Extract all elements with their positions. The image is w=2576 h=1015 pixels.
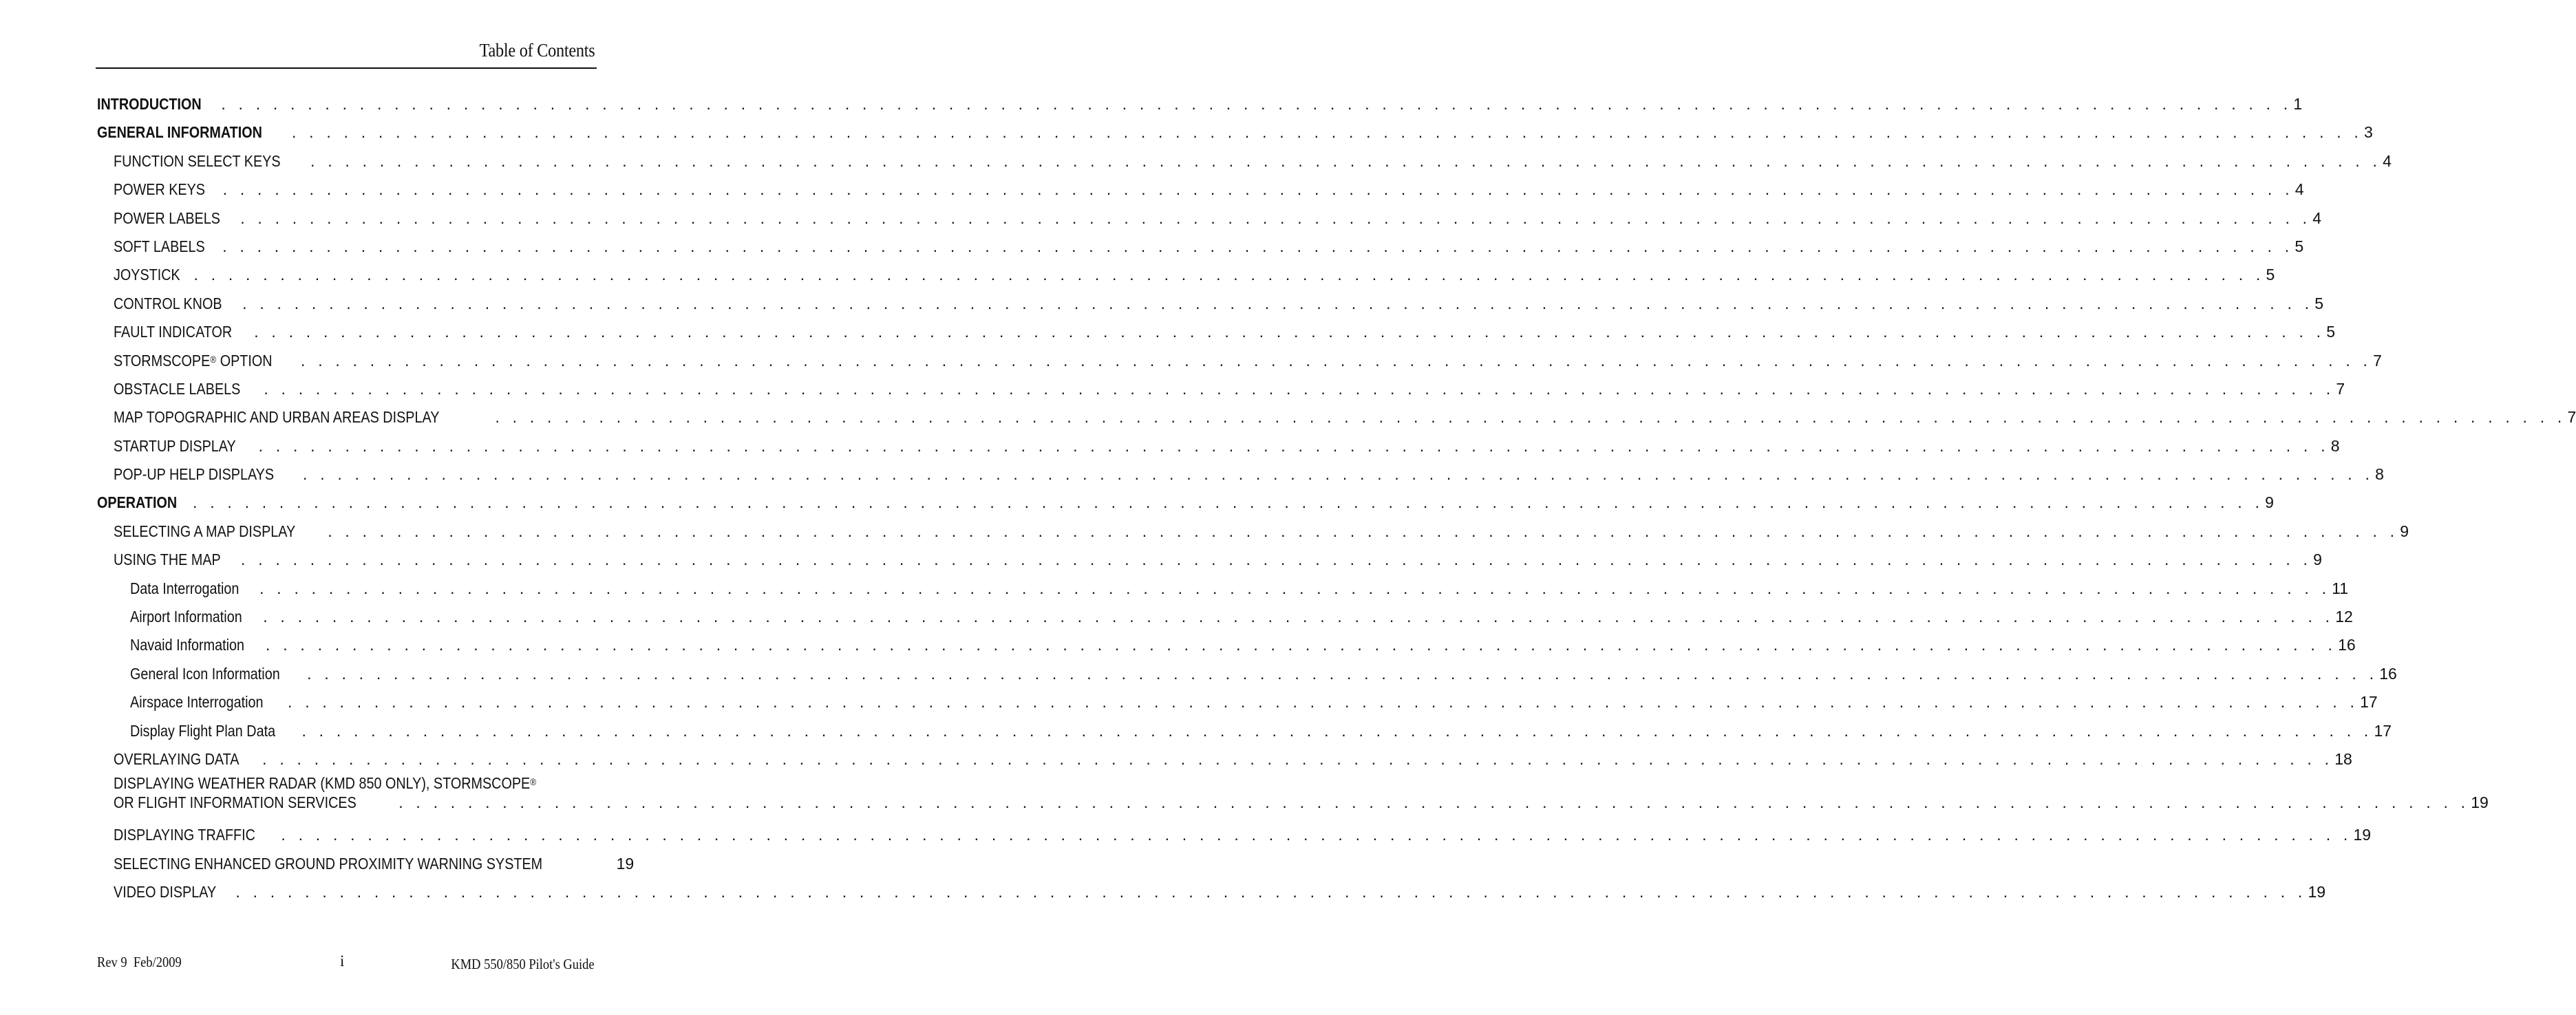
dot-leader: . . . . . . . . . . . . . . . . . . . . . . . . . . . . . . . . . . . . . . . . . . . . . . . . . . . . . . . . . . . . . . . . . . . . . . . . . . . . . . . . . . . . . . . . . . . . . . . . . . . . . . . . . . . . . . . . . . . . . . . . xyxy=(193,493,2264,512)
toc-entry-page: 7 xyxy=(2373,351,2382,370)
toc-entry-title xyxy=(114,460,274,489)
dot-leader: . . . . . . . . . . . . . . . . . . . . . . . . . . . . . . . . . . . . . . . . . . . . . . . . . . . . . . . . . . . . . . . . . . . . . . . . . . . . . . . . . . . . . . . . . . . . . . . . . . . . . . . . . . . . . . . . . . . . . . . . xyxy=(301,721,2373,740)
toc-entry-title xyxy=(114,546,221,574)
toc-entry xyxy=(97,603,2353,631)
toc-entry-title xyxy=(97,90,202,118)
dot-leader: . . . . . . . . . . . . . . . . . . . . . . . . . . . . . . . . . . . . . . . . . . . . . . . . . . . . . . . . . . . . . . . . . . . . . . . . . . . . . . . . . . . . . . . . . . . . . . . . . . . . . . . . . . . . . . . . . . . . . . . . xyxy=(222,237,2294,255)
toc-entry xyxy=(97,688,2378,716)
dot-leader: . . . . . . . . . . . . . . . . . . . . . . . . . . . . . . . . . . . . . . . . . . . . . . . . . . . . . . . . . . . . . . . . . . . . . . . . . . . . . . . . . . . . . . . . . . . . . . . . . . . . . . . . . . . . . . . . . . . . . . . . xyxy=(303,465,2374,484)
dot-leader: . . . . . . . . . . . . . . . . . . . . . . . . . . . . . . . . . . . . . . . . . . . . . . . . . . . . . . . . . . . . . . . . . . . . . . . . . . . . . . . . . . . . . . . . . . . . . . . . . . . . . . . . . . . . . . . . . . . . . . . . xyxy=(328,522,2399,540)
toc-entry xyxy=(97,660,2397,688)
toc-entry-page: 17 xyxy=(2360,693,2378,712)
toc-entry-page: 9 xyxy=(2313,551,2322,569)
toc-entry-title xyxy=(114,147,281,175)
toc-entry-page: 12 xyxy=(2335,608,2353,626)
toc-entry-title xyxy=(114,432,236,460)
toc-entry-title xyxy=(114,233,205,261)
toc-entry xyxy=(97,261,2275,289)
toc-entry-page: 5 xyxy=(2295,237,2304,255)
dot-leader: . . . . . . . . . . . . . . . . . . . . . . . . . . . . . . . . . . . . . . . . . . . . . . . . . . . . . . . . . . . . . . . . . . . . . . . . . . . . . . . . . . . . . . . . . . . . . . . . . . . . . . . . . . . . . . . . . . . . . . . . xyxy=(241,551,2312,569)
toc-entry-title-text: FAULT INDICATOR xyxy=(114,323,233,341)
toc-entry xyxy=(97,717,2392,745)
toc-entry xyxy=(97,546,2322,574)
toc-entry-title-text: INTRODUCTION xyxy=(97,95,202,113)
toc-entry-title-text: CONTROL KNOB xyxy=(114,294,222,312)
toc-entry-page: 4 xyxy=(2295,180,2304,199)
toc-entry-page: 8 xyxy=(2330,436,2340,455)
toc-entry xyxy=(97,878,2326,906)
toc-entry-title-text: DISPLAYING TRAFFIC xyxy=(114,826,255,844)
toc-entry xyxy=(97,347,2382,375)
dot-leader: . . . . . . . . . . . . . . . . . . . . . . . . . . . . . . . . . . . . . . . . . . . . . . . . . . . . . . . . . . . . . . . . . . . . . . . . . . . . . . . . . . . . . . . . . . . . . . . . . . . . . . . . . . . . . . . . . . . . . . . . xyxy=(495,408,2566,427)
toc-entry-title xyxy=(114,318,232,346)
toc-entry-page: 11 xyxy=(2332,579,2349,597)
dot-leader: . . . . . . . . . . . . . . . . . . . . . . . . . . . . . . . . . . . . . . . . . . . . . . . . . . . . . . . . . . . . . . . . . . . . . . . . . . . . . . . . . . . . . . . . . . . . . . . . . . . . . . . . . . . . . . . . . . . . . . . . xyxy=(281,826,2352,844)
toc-entry-title xyxy=(114,175,205,204)
dot-leader: . . . . . . . . . . . . . . . . . . . . . . . . . . . . . . . . . . . . . . . . . . . . . . . . . . . . . . . . . . . . . . . . . . . . . . . . . . . . . . . . . . . . . . . . . . . . . . . . . . . . . . . . . . . . . . . . . . . . . . . . xyxy=(263,608,2334,626)
toc-entry-title xyxy=(114,773,536,793)
toc-entry-title-text: GENERAL INFORMATION xyxy=(97,123,262,142)
toc-entry-title-text: JOYSTICK xyxy=(114,266,180,284)
toc-entry-title-suffix: OPTION xyxy=(216,351,273,370)
toc-entry-page: 19 xyxy=(616,854,635,873)
toc-entry-title-text: STARTUP DISPLAY xyxy=(114,436,236,455)
dot-leader: . . . . . . . . . . . . . . . . . . . . . . . . . . . . . . . . . . . . . . . . . . . . . . . . . . . . . . . . . . . . . . . . . . . . . . . . . . . . . . . . . . . . . . . . . . . . . . . . . . . . . . . . . . . . . . . . . . . . . . . . xyxy=(291,123,2363,142)
toc-entry-title-text: OPERATION xyxy=(97,493,178,512)
dot-leader: . . . . . . . . . . . . . . . . . . . . . . . . . . . . . . . . . . . . . . . . . . . . . . . . . . . . . . . . . . . . . . . . . . . . . . . . . . . . . . . . . . . . . . . . . . . . . . . . . . . . . . . . . . . . . . . . . . . . . . . . xyxy=(259,579,2331,597)
toc-entry-title xyxy=(130,631,244,659)
registered-mark: ® xyxy=(530,776,537,788)
toc-entry-title-text: SELECTING A MAP DISPLAY xyxy=(114,522,296,540)
dot-leader: . . . . . . . . . . . . . . . . . . . . . . . . . . . . . . . . . . . . . . . . . . . . . . . . . . . . . . . . . . . . . . . . . . . . . . . . . . . . . . . . . . . . . . . . . . . . . . . . . . . . . . . . . . . . . . . . . . . . . . . . xyxy=(307,664,2378,683)
toc-entry-page: 9 xyxy=(2400,522,2409,540)
toc-entry-title xyxy=(114,850,542,878)
toc-entry-page: 7 xyxy=(2567,408,2576,427)
toc-entry xyxy=(97,489,2274,517)
dot-leader: . . . . . . . . . . . . . . . . . . . . . . . . . . . . . . . . . . . . . . . . . . . . . . . . . . . . . . . . . . . . . . . . . . . . . . . . . . . . . . . . . . . . . . . . . . . . . . . . . . . . . . . . . . . . . . . . . . . . . . . . xyxy=(262,749,2334,768)
toc-entry xyxy=(97,118,2373,147)
header-rule xyxy=(96,67,597,69)
toc-entry-page: 5 xyxy=(2266,266,2275,284)
footer-guide-title: KMD 550/850 Pilot's Guide xyxy=(451,956,595,972)
toc-entry xyxy=(97,631,2356,659)
toc-entry-title xyxy=(114,793,356,812)
dot-leader: . . . . . . . . . . . . . . . . . . . . . . . . . . . . . . . . . . . . . . . . . . . . . . . . . . . . . . . . . . . . . . . . . . . . . . . . . . . . . . . . . . . . . . . . . . . . . . . . . . . . . . . . . . . . . . . . . . . . . . . . xyxy=(288,693,2359,712)
toc-entry-page: 5 xyxy=(2314,294,2324,312)
toc-entry xyxy=(97,850,635,878)
toc-entry-page: 9 xyxy=(2265,493,2274,512)
dot-leader: . . . . . . . . . . . . . . . . . . . . . . . . . . . . . . . . . . . . . . . . . . . . . . . . . . . . . . . . . . . . . . . . . . . . . . . . . . . . . . . . . . . . . . . . . . . . . . . . . . . . . . . . . . . . . . . . . . . . . . . . xyxy=(258,436,2330,455)
dot-leader: . . . . . . . . . . . . . . . . . . . . . . . . . . . . . . . . . . . . . . . . . . . . . . . . . . . . . . . . . . . . . . . . . . . . . . . . . . . . . . . . . . . . . . . . . . . . . . . . . . . . . . . . . . . . . . . . . . . . . . . . xyxy=(240,209,2312,227)
dot-leader: . . . . . . . . . . . . . . . . . . . . . . . . . . . . . . . . . . . . . . . . . . . . . . . . . . . . . . . . . . . . . . . . . . . . . . . . . . . . . . . . . . . . . . . . . . . . . . . . . . . . . . . . . . . . . . . . . . . . . . . . xyxy=(221,95,2292,113)
table-of-contents xyxy=(97,90,2576,907)
page-header-title: Table of Contents xyxy=(479,40,595,61)
toc-entry xyxy=(97,432,2340,460)
toc-entry-title-text: USING THE MAP xyxy=(114,551,221,569)
toc-entry xyxy=(97,821,2372,849)
toc-entry xyxy=(97,460,2384,489)
toc-entry-title xyxy=(97,489,177,517)
toc-entry xyxy=(97,318,2336,346)
toc-entry-title-text: OR FLIGHT INFORMATION SERVICES xyxy=(114,793,356,812)
toc-entry-title-text: OVERLAYING DATA xyxy=(114,749,239,768)
toc-entry-title-text: SOFT LABELS xyxy=(114,237,205,255)
toc-entry-page: 1 xyxy=(2293,95,2303,113)
toc-entry xyxy=(97,745,2352,773)
toc-entry-page: 8 xyxy=(2375,465,2384,484)
toc-entry-title-text: POWER KEYS xyxy=(114,180,206,199)
toc-entry-title xyxy=(130,717,275,745)
dot-leader: . . . . . . . . . . . . . . . . . . . . . . . . . . . . . . . . . . . . . . . . . . . . . . . . . . . . . . . . . . . . . . . . . . . . . . . . . . . . . . . . . . . . . . . . . . . . . . . . . . . . . . . . . . . . . . . . . . . . . . . . xyxy=(193,266,2265,284)
dot-leader: . . . . . . . . . . . . . . . . . . . . . . . . . . . . . . . . . . . . . . . . . . . . . . . . . . . . . . . . . . . . . . . . . . . . . . . . . . . . . . . . . . . . . . . . . . . . . . . . . . . . . . . . . . . . . . . . . . . . . . . . xyxy=(254,323,2325,341)
toc-entry-title-text: VIDEO DISPLAY xyxy=(114,883,217,901)
footer-page-number: i xyxy=(340,952,345,970)
dot-leader: . . . . . . . . . . . . . . . . . . . . . . . . . . . . . . . . . . . . . . . . . . . . . . . . . . . . . . . . . . . . . . . . . . . . . . . . . . . . . . . . . . . . . . . . . . . . . . . . . . . . . . . . . . . . . . . . . . . . . . . . xyxy=(222,180,2294,199)
toc-entry-page: 5 xyxy=(2326,323,2336,341)
toc-entry-title-text: Data Interrogation xyxy=(130,579,239,597)
toc-entry-title-text: Display Flight Plan Data xyxy=(130,721,276,740)
dot-leader: . . . . . . . . . . . . . . . . . . . . . . . . . . . . . . . . . . . . . . . . . . . . . . . . . . . . . . . . . . . . . . . . . . . . . . . . . . . . . . . . . . . . . . . . . . . . . . . . . . . . . . . . . . . . . . . . . . . . . . . . xyxy=(398,793,2470,812)
toc-entry xyxy=(97,773,2489,821)
toc-entry xyxy=(97,175,2304,204)
toc-entry-title xyxy=(114,204,220,233)
dot-leader: . . . . . . . . . . . . . . . . . . . . . . . . . . . . . . . . . . . . . . . . . . . . . . . . . . . . . . . . . . . . . . . . . . . . . . . . . . . . . . . . . . . . . . . . . . . . . . . . . . . . . . . . . . . . . . . . . . . . . . . . xyxy=(264,379,2335,398)
toc-entry-title xyxy=(130,688,264,716)
toc-entry-title-text: POWER LABELS xyxy=(114,209,221,227)
toc-entry-page: 19 xyxy=(2471,793,2489,812)
toc-entry-page: 4 xyxy=(2383,151,2392,170)
toc-entry-title-text: Airspace Interrogation xyxy=(130,693,264,712)
toc-entry-page: 16 xyxy=(2338,636,2356,654)
toc-entry-title-text: Airport Information xyxy=(130,608,242,626)
dot-leader: . . . . . . . . . . . . . . . . . . . . . . . . . . . . . . . . . . . . . . . . . . . . . . . . . . . . . . . . . . . . . . . . . . . . . . . . . . . . . . . . . . . . . . . . . . . . . . . . . . . . . . . . . . . . . . . . . . . . . . . . xyxy=(301,351,2372,370)
toc-entry xyxy=(97,403,2576,431)
toc-entry-title xyxy=(130,603,242,631)
dot-leader: . . . . . . . . . . . . . . . . . . . . . . . . . . . . . . . . . . . . . . . . . . . . . . . . . . . . . . . . . . . . . . . . . . . . . . . . . . . . . . . . . . . . . . . . . . . . . . . . . . . . . . . . . . . . . . . . . . . . . . . . xyxy=(242,294,2314,312)
toc-entry-page: 19 xyxy=(2353,826,2372,844)
toc-entry-title-text: FUNCTION SELECT KEYS xyxy=(114,151,281,170)
toc-entry-page: 7 xyxy=(2336,379,2345,398)
toc-entry-title xyxy=(114,261,180,289)
toc-entry-page: 3 xyxy=(2364,123,2373,142)
toc-entry-title xyxy=(130,575,239,603)
toc-entry-title-text: POP-UP HELP DISPLAYS xyxy=(114,465,275,484)
toc-entry-page: 19 xyxy=(2308,883,2326,901)
toc-entry xyxy=(97,375,2345,403)
toc-entry-page: 4 xyxy=(2312,209,2322,227)
toc-entry-title-text: MAP TOPOGRAPHIC AND URBAN AREAS DISPLAY xyxy=(114,408,440,427)
toc-entry-page: 17 xyxy=(2374,721,2392,740)
toc-entry xyxy=(97,517,2409,546)
toc-entry-title xyxy=(130,660,280,688)
toc-entry-title xyxy=(114,347,273,375)
toc-entry-title xyxy=(114,821,255,849)
toc-entry-title-text: DISPLAYING WEATHER RADAR (KMD 850 ONLY), STORMSCOPE xyxy=(114,774,531,793)
toc-entry-title-text: SELECTING ENHANCED GROUND PROXIMITY WARNING SYSTEM xyxy=(114,854,543,873)
toc-entry-title xyxy=(97,118,262,147)
toc-entry-title xyxy=(114,878,216,906)
dot-leader: . . . . . . . . . . . . . . . . . . . . . . . . . . . . . . . . . . . . . . . . . . . . . . . . . . . . . . . . . . . . . . . . . . . . . . . . . . . . . . . . . . . . . . . . . . . . . . . . . . . . . . . . . . . . . . . . . . . . . . . . xyxy=(266,636,2337,654)
toc-entry-title-text: General Icon Information xyxy=(130,664,280,683)
toc-entry-title xyxy=(114,517,295,546)
toc-entry xyxy=(97,233,2304,261)
toc-entry xyxy=(97,147,2392,175)
registered-mark: ® xyxy=(210,353,217,365)
toc-entry-title-text: Navaid Information xyxy=(130,636,245,654)
toc-entry xyxy=(97,204,2322,233)
toc-entry-page: 18 xyxy=(2334,749,2352,768)
toc-entry-title xyxy=(114,375,240,403)
toc-entry xyxy=(97,290,2324,318)
toc-entry-page: 16 xyxy=(2379,664,2397,683)
toc-entry xyxy=(97,90,2303,118)
toc-entry-title-text: OBSTACLE LABELS xyxy=(114,379,241,398)
footer-revision: Rev 9 Feb/2009 xyxy=(97,954,182,970)
toc-entry xyxy=(97,575,2349,603)
dot-leader: . . . . . . . . . . . . . . . . . . . . . . . . . . . . . . . . . . . . . . . . . . . . . . . . . . . . . . . . . . . . . . . . . . . . . . . . . . . . . . . . . . . . . . . . . . . . . . . . . . . . . . . . . . . . . . . . . . . . . . . . xyxy=(310,151,2382,170)
dot-leader: . . . . . . . . . . . . . . . . . . . . . . . . . . . . . . . . . . . . . . . . . . . . . . . . . . . . . . . . . . . . . . . . . . . . . . . . . . . . . . . . . . . . . . . . . . . . . . . . . . . . . . . . . . . . . . . . . . . . . . . . xyxy=(235,883,2307,901)
toc-entry-title-text: STORMSCOPE xyxy=(114,351,211,370)
toc-entry-title xyxy=(114,290,222,318)
toc-entry-title xyxy=(114,745,239,773)
toc-entry-title xyxy=(114,403,439,431)
